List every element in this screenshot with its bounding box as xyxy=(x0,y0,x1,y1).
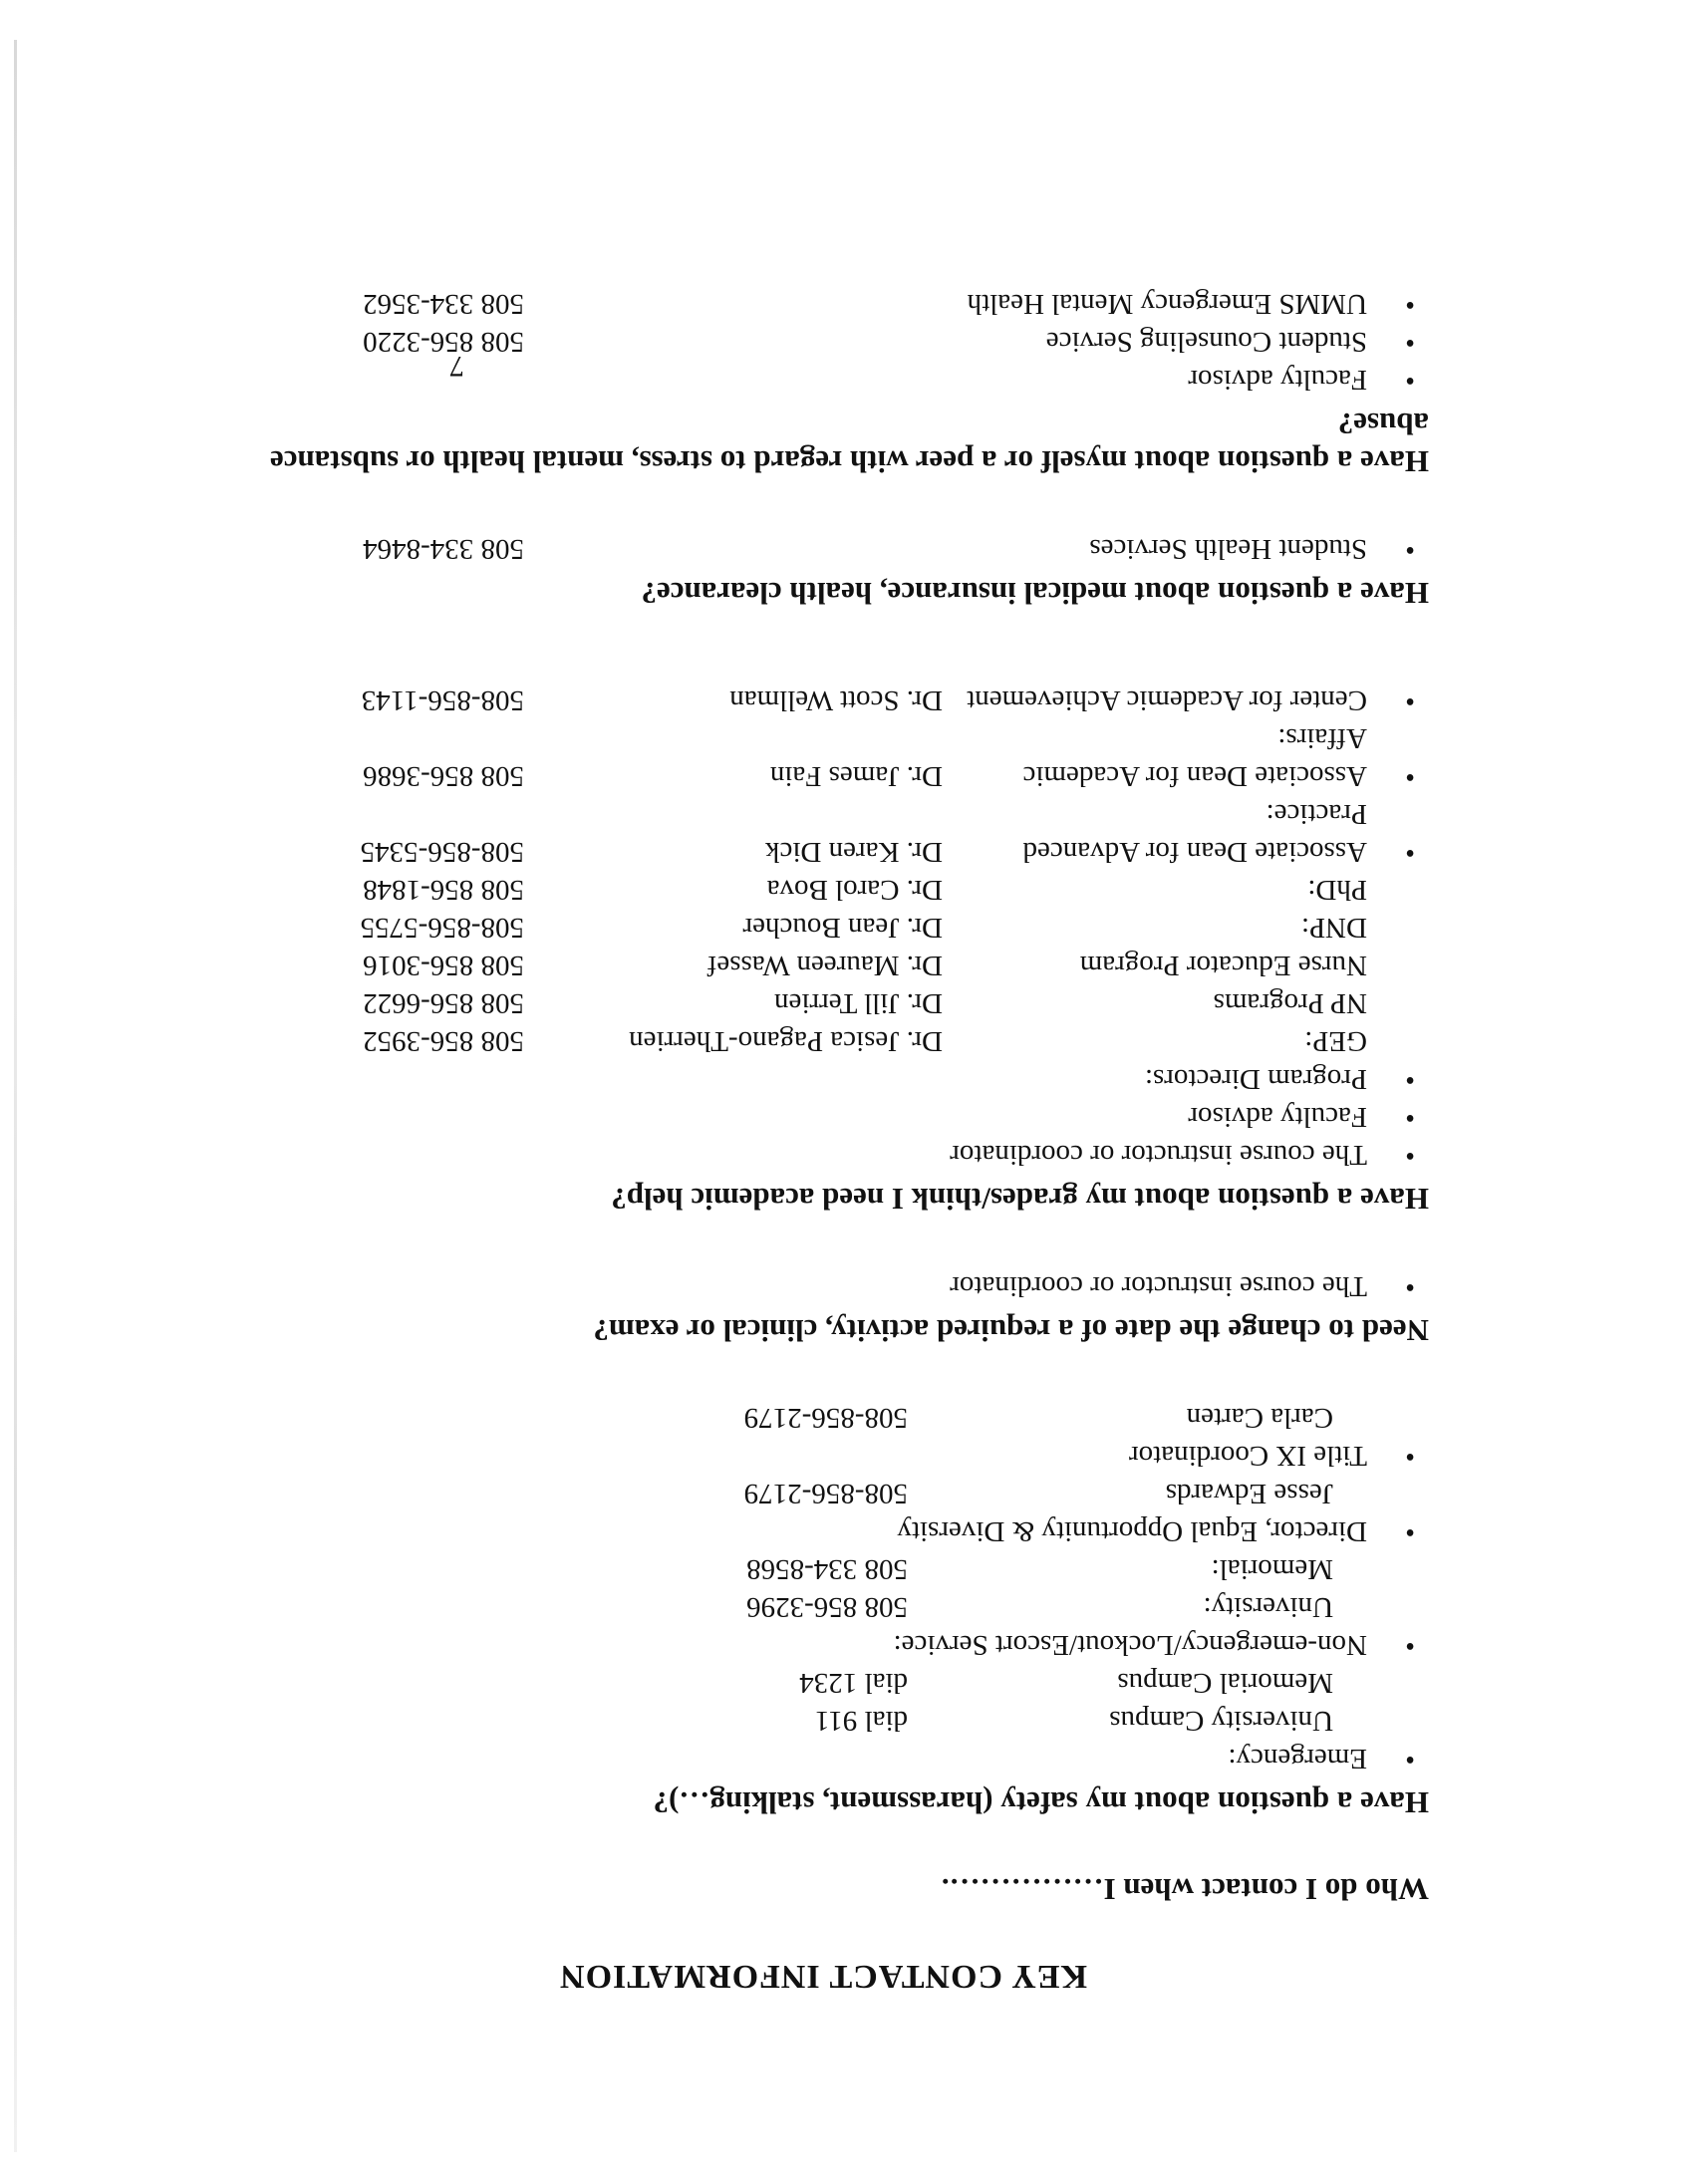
nonemergency-item: • Non-emergency/Lockout/Escort Service: xyxy=(145,1626,1501,1664)
dean-label: • Associate Dean for Academic Affairs: xyxy=(1022,722,1367,792)
program-label: NP Programs xyxy=(1213,987,1367,1019)
campus-phone: 508 856-3296 xyxy=(746,1591,908,1623)
date-change-list xyxy=(145,1267,1501,1305)
program-row xyxy=(145,871,1501,909)
page-title: KEY CONTACT INFORMATION xyxy=(559,1958,1087,1995)
dean-row xyxy=(145,719,1501,795)
dean-name: Dr. Scott Wellman xyxy=(729,684,943,716)
stress-row xyxy=(145,323,1501,361)
program-row xyxy=(145,984,1501,1022)
director-phone: 508 856-3952 xyxy=(363,1025,524,1057)
safety-section xyxy=(145,1399,1501,1821)
emergency-row xyxy=(145,1702,1501,1740)
stress-list xyxy=(145,361,1501,399)
list-item: • Program Directors: xyxy=(145,1060,1501,1098)
dean-phone: 508 856-3686 xyxy=(363,760,524,792)
dean-phone: 508-856-1143 xyxy=(361,684,524,716)
page-number: 7 xyxy=(449,350,464,383)
titleix-item: • Title IX Coordinator xyxy=(145,1437,1501,1475)
service-phone: 508 334-8464 xyxy=(363,533,524,565)
program-row xyxy=(145,1022,1501,1060)
grades-question: Have a question about my grades/think I need academic help? xyxy=(611,1182,1429,1217)
campus-phone: dial 1234 xyxy=(799,1667,908,1699)
insurance-question: Have a question about medical insurance, health clearance? xyxy=(641,576,1429,611)
diversity-row xyxy=(145,1475,1501,1512)
insurance-section xyxy=(145,530,1501,612)
contact-phone: 508-856-2179 xyxy=(743,1478,908,1509)
nonemergency-row xyxy=(145,1550,1501,1588)
dean-row xyxy=(145,795,1501,871)
director-name: Dr. Carol Bova xyxy=(766,874,943,906)
dean-name: Dr. Karen Dick xyxy=(765,836,943,868)
campus-phone: 508 334-8568 xyxy=(746,1553,908,1585)
insurance-row xyxy=(145,530,1501,568)
dean-label: • Center for Academic Achievement xyxy=(967,684,1367,716)
contact-name: Jesse Edwards xyxy=(1165,1478,1333,1509)
dean-row xyxy=(145,682,1501,719)
stress-section xyxy=(145,285,1501,480)
safety-question: Have a question about my safety (harassment, stalking…)? xyxy=(653,1785,1429,1820)
safety-list xyxy=(145,1740,1501,1777)
program-label: GEP: xyxy=(1304,1025,1367,1057)
service-phone: 508 334-3562 xyxy=(363,288,524,320)
campus-label: Memorial Campus xyxy=(1117,1667,1333,1699)
program-row xyxy=(145,909,1501,947)
page-content xyxy=(145,235,1501,1995)
dean-phone: 508-856-5345 xyxy=(360,836,524,868)
director-phone: 508-856-5755 xyxy=(360,912,524,944)
list-item: • Faculty advisor xyxy=(145,361,1501,399)
emergency-row xyxy=(145,1664,1501,1702)
campus-label: University Campus xyxy=(1109,1705,1333,1737)
program-label: PhD: xyxy=(1307,874,1367,906)
safety-list xyxy=(145,1512,1501,1550)
campus-label: University: xyxy=(1203,1591,1333,1623)
emergency-item: • Emergency: xyxy=(145,1740,1501,1777)
service-label: • Student Counseling Service xyxy=(1045,326,1367,358)
titleix-row xyxy=(145,1399,1501,1437)
date-change-section xyxy=(145,1267,1501,1349)
list-item: • The course instructor or coordinator xyxy=(145,1267,1501,1305)
program-label: Nurse Educator Program xyxy=(1079,950,1367,981)
director-name: Dr. Jesica Pagano-Therrien xyxy=(629,1025,943,1057)
grades-section xyxy=(145,682,1501,1218)
service-label: • UMMS Emergency Mental Health xyxy=(967,288,1367,320)
director-name: Dr. Maureen Wassef xyxy=(706,950,943,981)
director-phone: 508 856-1848 xyxy=(363,874,524,906)
list-item: • The course instructor or coordinator xyxy=(145,1136,1501,1174)
campus-label: Memorial: xyxy=(1211,1553,1333,1585)
stress-row xyxy=(145,285,1501,323)
program-label: DNP: xyxy=(1300,912,1367,944)
nonemergency-row xyxy=(145,1588,1501,1626)
service-label: • Student Health Services xyxy=(1089,533,1367,565)
dean-name: Dr. James Fain xyxy=(769,760,943,792)
director-name: Dr. Jean Boucher xyxy=(742,912,943,944)
safety-list xyxy=(145,1437,1501,1475)
safety-list xyxy=(145,1626,1501,1664)
list-item: • Faculty advisor xyxy=(145,1098,1501,1136)
campus-phone: dial 911 xyxy=(814,1705,908,1737)
director-name: Dr. Jill Terrien xyxy=(774,987,943,1019)
date-change-question: Need to change the date of a required activity, clinical or exam? xyxy=(593,1313,1429,1348)
contact-name: Carla Carten xyxy=(1186,1402,1333,1434)
director-phone: 508 856-3016 xyxy=(363,950,524,981)
grades-list xyxy=(145,1060,1501,1174)
director-phone: 508 856-6622 xyxy=(363,987,524,1019)
contact-phone: 508-856-2179 xyxy=(743,1402,908,1434)
program-row xyxy=(145,947,1501,984)
dean-label: • Associate Dean for Advanced Practice: xyxy=(1022,798,1367,868)
lead-line: Who do I contact when I……………. xyxy=(941,1872,1429,1907)
diversity-item: • Director, Equal Opportunity & Diversity xyxy=(145,1512,1501,1550)
stress-question: Have a question about myself or a peer with regard to stress, mental health or substance abuse? xyxy=(269,407,1429,479)
service-phone: 508 856-3220 xyxy=(363,326,524,358)
